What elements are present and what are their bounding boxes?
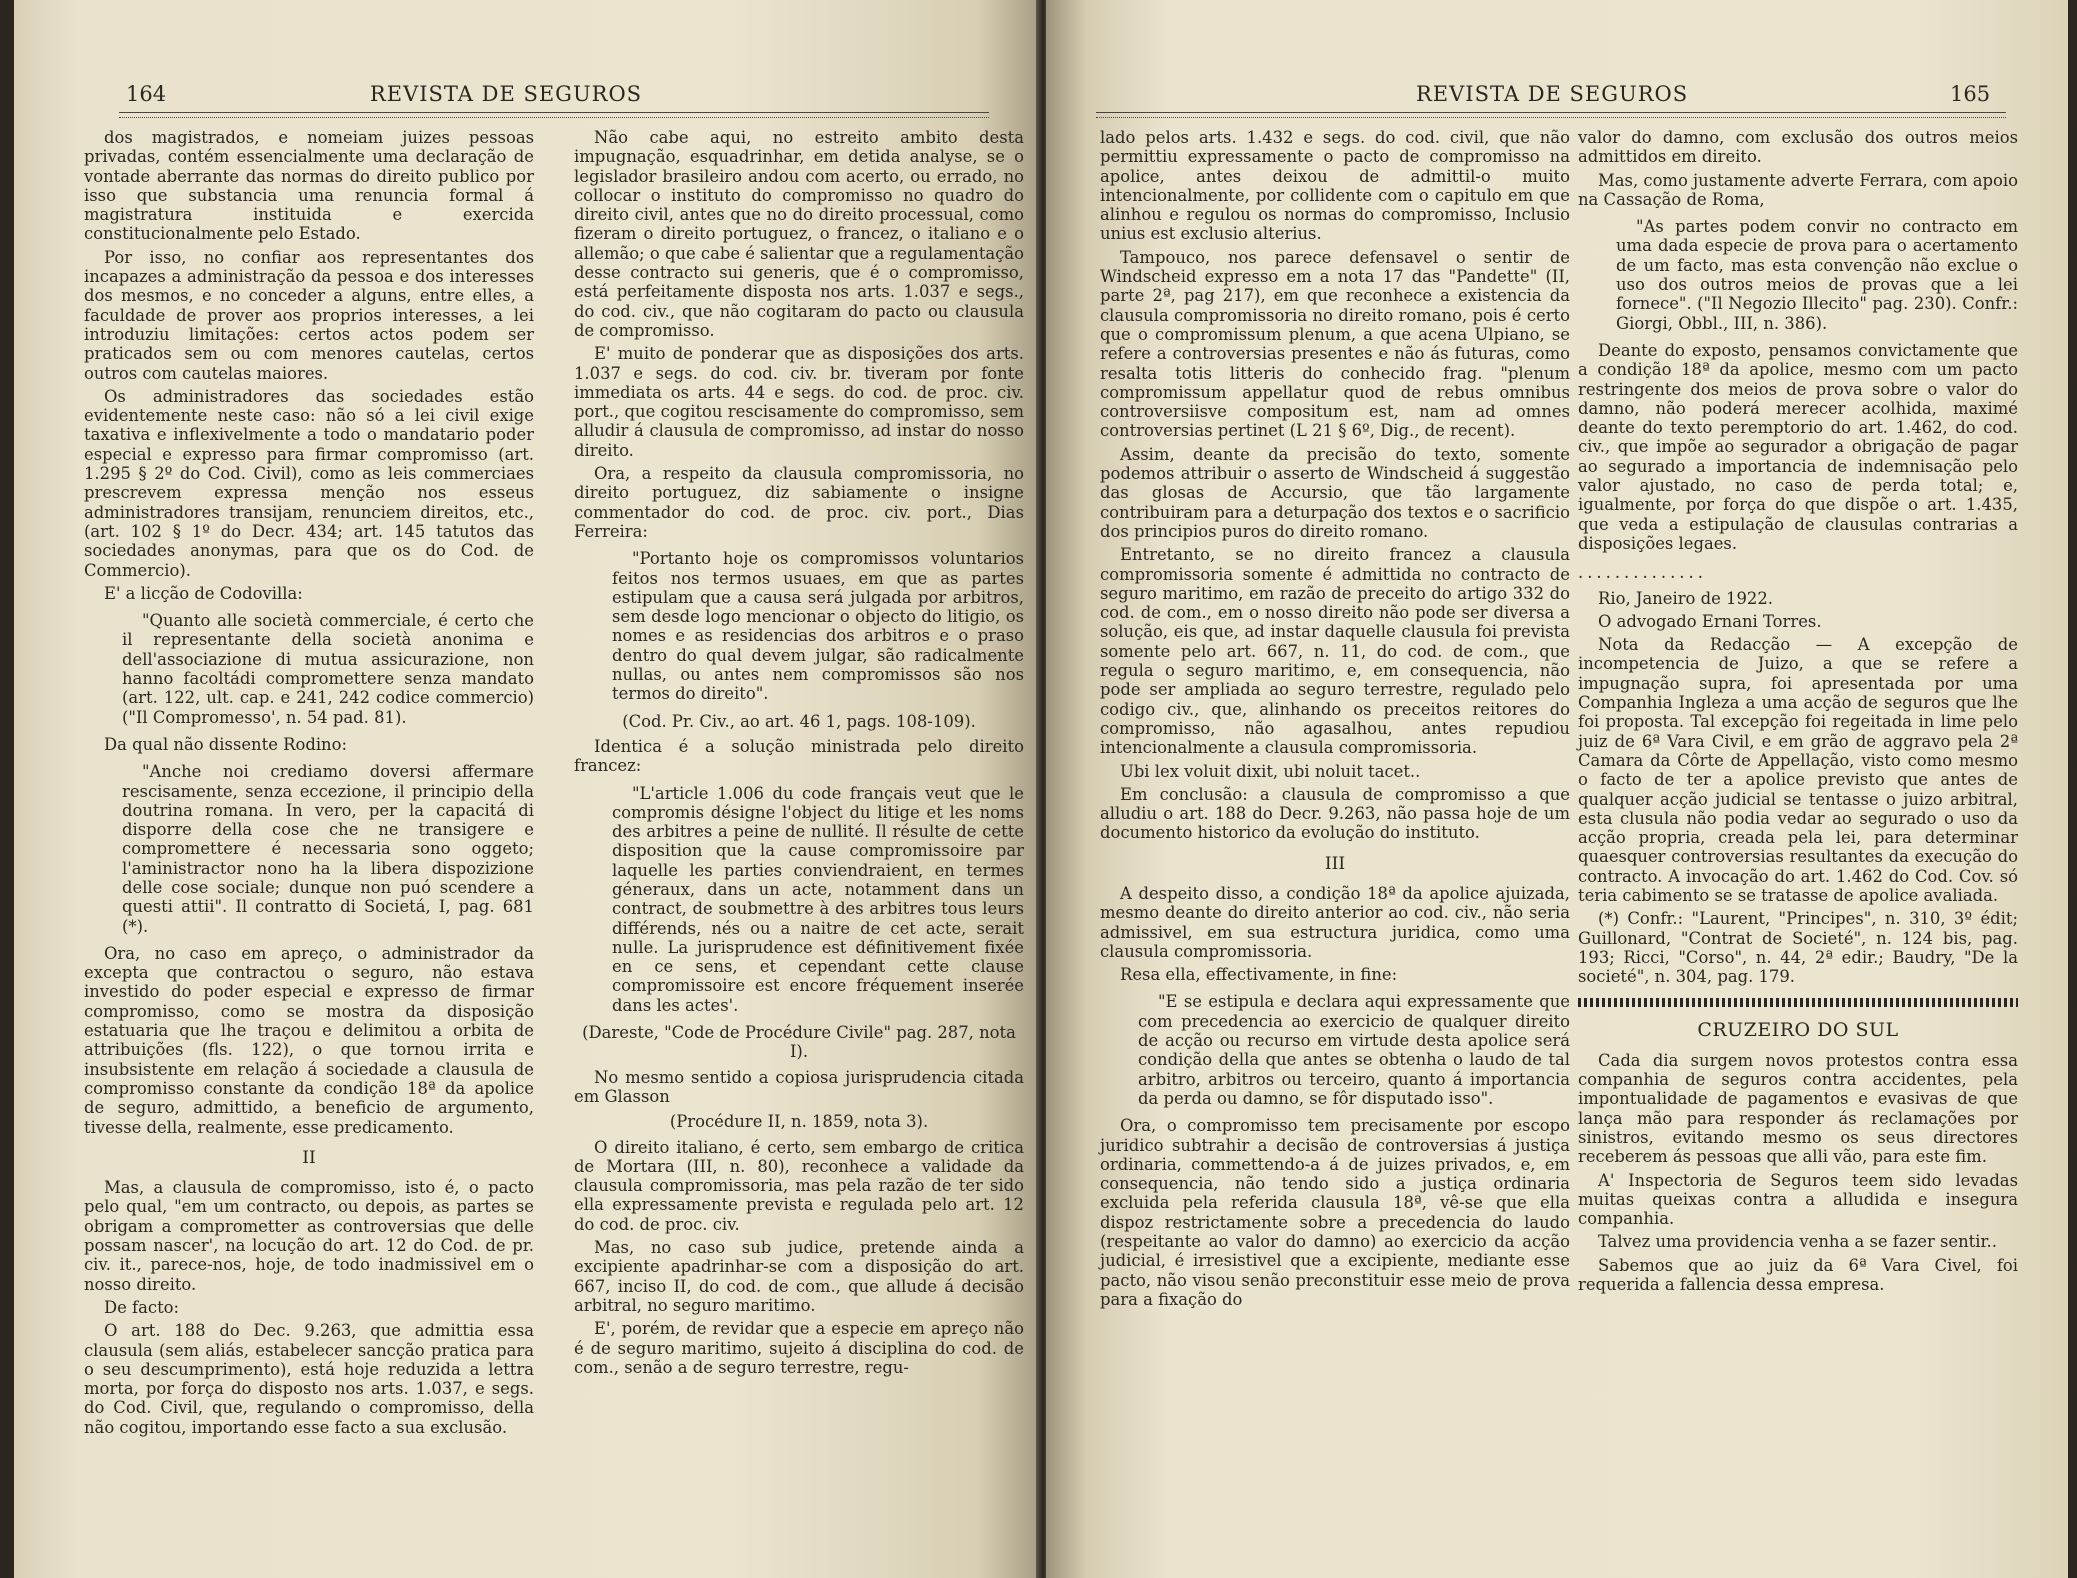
paragraph: E' muito de ponderar que as disposições dos arts. 1.037 e segs. do cod. civ. br. tiveram por fonte immediata os arts. 44 e segs. do cod. de proc. civ. port., que cogitou rescisamente do compromisso, sem alludir á clausula de compromisso, ad instar do nosso direito. (574, 344, 1024, 460)
paragraph: De facto: (104, 1297, 180, 1317)
block-quote: "Quanto alle società commerciale, é certo che il representante della società anonima e dell'associazione di mutua assicurazione, non hanno facoltádi compromettere senza mandato (art. 122, ult. cap. e 241, 242 codice commercio) ("Il Compromesso', n. 54 pad. 81). (122, 611, 534, 727)
block-quote: "L'article 1.006 du code français veut que le compromis désigne l'object du litige et les noms des arbitres a peine de nullité. Il résulte de cette disposition que la cause compromissoire par laquelle les parties conviendraient, en termes géneraux, dans un acte, notamment dans un contract, de soubmettre à des arbitres tous leurs différends, nés ou a naitre de cet acte, serait nulle. La jurisprudence est définitivement fixée en ce sens, et cependant cette clause compromissoire est encore fréquement inserée dans les actes'. (612, 783, 1024, 1015)
paragraph: E' a licção de Codovilla: (104, 583, 303, 603)
paragraph: Rio, Janeiro de 1922. (1598, 588, 1773, 608)
paragraph: (*) Confr.: "Laurent, "Principes", n. 310, 3º édit; Guillonard, "Contrat de Societé", n. 124 bis, pag. 193; Ricci, "Corso", n. 44, 2ª edir.; Baudry, "De la societé", n. 304, pag. 179. (1578, 909, 2018, 987)
paragraph: Nota da Redacção — A excepção de incompetencia de Juizo, a que se refere a impugnação supra, foi apresentada por uma Companhia Ingleza a uma acção de seguros que lhe foi proposta. Tal excepção foi regeitada in lime pelo juiz de 6ª Vara Civil, e em grão de aggravo pela 2ª Camara da Côrte de Appellação, visto como mesmo o facto de ter a apolice previsto que antes de qualquer acção judicial se tentasse o juizo arbitral, esta clusula não podia vedar ao segurado o uso da acção propria, creada pela lei, para determinar quaesquer controversias resultantes da execução do contracto. A invocação do art. 1.462 do Cod. Cov. só teria cabimento se se tratasse de apolice avaliada. (1578, 635, 2018, 905)
paragraph: Não cabe aqui, no estreito ambito desta impugnação, esquadrinhar, em detida analyse, se o legislador brasileiro andou com acerto, ou errado, no collocar o instituto do compromisso no quadro do direito civil, antes que no do direito processual, como fizeram o direito portuguez, o francez, o italiano e o allemão; o que cabe é salientar que a regulamentação desse contracto sui generis, que é o compromisso, está perfeitamente disposta nos arts. 1.037 e segs., do cod. civ., que não cogitaram do pacto ou clausula de compromisso. (574, 128, 1025, 340)
paragraph: A' Inspectoria de Seguros teem sido levadas muitas queixas contra a alludida e insegura companhia. (1578, 1170, 2018, 1229)
section-heading: II (302, 1147, 316, 1168)
paragraph: Mas, no caso sub judice, pretende ainda a excipiente apadrinhar-se com a disposição do art. 667, inciso II, do cod. de com., que allude á decisão arbitral, no seguro maritimo. (574, 1238, 1024, 1315)
citation: (Procédure II, n. 1859, nota 3). (669, 1112, 929, 1132)
block-quote: "As partes podem convir no contracto em uma dada especie de prova para o acertamento de um facto, mas esta convenção não exclue o uso dos outros meios de provas que a lei fornece". ("Il Negozio Illecito" pag. 230). Confr.: Giorgi, Obbl., III, n. 386). (1616, 217, 2018, 333)
paragraph: valor do damno, com exclusão dos outros meios admittidos em direito. (1578, 128, 2018, 167)
left-column-1 (84, 128, 534, 1441)
right-column-1 (1100, 128, 1570, 1313)
ornamental-separator (1578, 998, 2018, 1007)
paragraph: O art. 188 do Dec. 9.263, que admittia essa clausula (sem aliás, estabelecer sancção pratica para o seu descumprimento), está hoje reduzida a lettra morta, por força do disposto nos arts. 1.037, e segs. do Cod. Civil, que, regulando o compromisso, della não cogitou, importando esse facto a sua exclusão. (84, 1321, 534, 1437)
right-page (1046, 0, 2068, 1578)
paragraph: Tampouco, nos parece defensavel o sentir de Windscheid expresso em a nota 17 das "Pandette" (II, parte 2ª, pag 217), em que reconhece a existencia da clausula compromissoria no direito romano, pois é certo que o compromissum plenum, a que acena Ulpiano, se refere a controversias presentes e não ás futuras, como resalta totis litteris do conhecido frag. "plenum compromissum appellatur quod de rebus omnibus controversiisve compositum est, nam ad omnes controversias pertinet (L 21 § 6º, Dig., de recent). (1100, 247, 1570, 441)
paragraph: dos magistrados, e nomeiam juizes pessoas privadas, contém essencialmente uma declaração de vontade aberrante das normas do direito publico por isso que substancia uma renuncia formal á magistratura instituida e exercida constitucionalmente pelo Estado. (84, 128, 534, 244)
right-header-rule (1096, 112, 2006, 118)
paragraph: Os administradores das sociedades estão evidentemente neste caso: não só a lei civil exige taxativa e inflexivelmente a todo o mandatario poder especial e expresso para firmar compromisso (art. 1.295 § 2º do Cod. Civil), como as leis commerciaes prescrevem expressa menção nos esseus administradores transijam, renunciem direitos, etc., (art. 102 § 1º do Decr. 434; art. 145 tatutos das sociedades anonymas, para que os do Cod. de Commercio). (84, 386, 534, 580)
left-page (14, 0, 1038, 1578)
paragraph: Entretanto, se no direito francez a clausula compromissoria somente é admittida no contracto de seguro maritimo, em razão de preceito do artigo 332 do cod. de com., em o nosso direito não pode ser diversa a solução, eis que, ad instar daquelle clausula foi prevista somente pelo art. 667, n. 11, do cod. de com., que regula o seguro maritimo, e, em consequencia, não pode ser ampliada ao seguro terrestre, regulado pelo codigo civ., que, alinhando os preceitos reitores do compromisso, não agasalhou, antes repudiou intencionalmente a clausula compromissoria. (1100, 545, 1570, 758)
paragraph: Talvez uma providencia venha a se fazer sentir.. (1598, 1232, 1997, 1252)
paragraph: Ora, o compromisso tem precisamente por escopo juridico subtrahir a decisão de controversias á justiça ordinaria, commettendo-a á de juizes privados, e, em consequencia, não tendo sido a justiça ordinaria excluida pela referida clausula 18ª, vê-se que ella dispoz restrictamente sobre a precedencia do laudo (respeitante ao valor do damno) ao exercicio da acção judicial, é irresistivel que a excipiente, mediante esse pacto, não visou senão preconstituir esse meio de prova para a fixação do (1100, 1116, 1570, 1309)
paragraph: O advogado Ernani Torres. (1598, 611, 1822, 631)
citation: (Cod. Pr. Civ., ao art. 46 1, pags. 108-109). (622, 711, 976, 731)
left-column-2 (574, 128, 1024, 1381)
paragraph: Mas, como justamente adverte Ferrara, com apoio na Cassação de Roma, (1578, 170, 2019, 209)
paragraph: Ubi lex voluit dixit, ubi noluit tacet.. (1120, 761, 1421, 781)
paragraph: A despeito disso, a condição 18ª da apolice ajuizada, mesmo deante do direito anterior ao cod. civ., não seria admissivel, em sua estructura juridica, como uma clausula compromissoria. (1100, 883, 1570, 961)
paragraph: Mas, a clausula de compromisso, isto é, o pacto pelo qual, "em um contracto, ou depois, as partes se obrigam a comprometter as controversias que delle possam nascer', na locução do art. 12 do Cod. de pr. civ. it., parece-nos, hoje, de todo inadmissivel em o nosso direito. (84, 1178, 534, 1294)
block-quote: "Anche noi crediamo doversi affermare rescisamente, senza eccezione, il principio della doutrina romana. In vero, per la capacitá di disporre della cose che ne transigere e compromettere é necessaria sono oggeto; l'aministractor nono ha la libera dispozizione delle cose sociale; dunque non puó scendere a questi attii". Il contratto di Societá, I, pag. 681 (*). (122, 762, 534, 936)
left-running-header: REVISTA DE SEGUROS (369, 82, 643, 106)
right-running-header: REVISTA DE SEGUROS (1416, 82, 1689, 106)
paragraph: Por isso, no confiar aos representantes dos incapazes a administração da pessoa e dos interesses dos mesmos, e no conceder a alguns, entre elles, a faculdade de prover aos proprios interesses, a lei introduziu limitações: certos actos podem ser praticados sem ou com menores cautelas, certos outros com cautelas maiores. (84, 247, 534, 383)
ellipsis-line: .............. (1578, 563, 1707, 583)
paragraph: Assim, deante da precisão do texto, somente podemos attribuir o asserto de Windscheid á suggestão das glosas de Accursio, que tão largamente contribuiram para a deturpação dos textos e o sacrificio dos principios puros do direito romano. (1100, 444, 1570, 541)
paragraph: Sabemos que ao juiz da 6ª Vara Civel, foi requerida a fallencia dessa empresa. (1578, 1255, 2018, 1295)
right-column-2 (1578, 128, 2018, 1298)
paragraph: Ora, a respeito da clausula compromissoria, no direito portuguez, diz sabiamente o insigne commentador do cod. de proc. civ. port., Dias Ferreira: (574, 464, 1024, 541)
block-quote: "E se estipula e declara aqui expressamente que com precedencia ao exercicio de qualquer direito de acção ou recurso em virtude desta apolice será condição della que antes se obtenha o laudo de tal arbitro, arbitros ou terceiro, quanto á importancia da perda ou damno, se fôr disputado isso". (1138, 992, 1570, 1108)
paragraph: lado pelos arts. 1.432 e segs. do cod. civil, que não permittiu expressamente o pacto de compromisso na apolice, antes deixou de admittil-o muito intencionalmente, por collidente com o capitulo em que alinhou e regulou os normas do compromisso, Inclusio unius est exclusio alterius. (1100, 128, 1570, 244)
paragraph: Deante do exposto, pensamos convictamente que a condição 18ª da apolice, mesmo com um pacto restringente dos meios de prova sobre o valor do damno, não poderá merecer acolhida, maximé deante do texto peremptorio do art. 1.462, do cod. civ., que impõe ao segurador a obrigação de pagar ao segurado a importancia de indemnisação pelo valor ajustado, no caso de perda total; e, igualmente, por força do que dispõe o art. 1.435, que veda a estipulação de clausulas contrarias a disposições legaes. (1578, 340, 2018, 553)
paragraph: Cada dia surgem novos protestos contra essa companhia de seguros contra accidentes, pela impontualidade de pagamentos e evasivas de que lança mão para responder ás reclamações por sinistros, evitando mesmo os seus directores receberem ás pessoas que alli vão, para este fim. (1578, 1050, 2018, 1167)
paragraph: Da qual não dissente Rodino: (104, 734, 348, 754)
left-page-number: 164 (126, 82, 167, 106)
paragraph: O direito italiano, é certo, sem embargo de critica de Mortara (III, n. 80), reconhece a validade da clausula compromissoria, mas pela razão de ter sido ella expressamente prevista e regulada pelo art. 12 do cod. de proc. civ. (574, 1137, 1024, 1234)
left-header-rule (119, 112, 989, 118)
article-title: CRUZEIRO DO SUL (1697, 1019, 1899, 1042)
block-quote: "Portanto hoje os compromissos voluntarios feitos nos termos usuaes, em que as partes estipulam que a causa será julgada por arbitros, sem desde logo mencionar o objecto do litigio, os nomes e as residencias dos arbitros e o praso dentro do qual devem julgar, são radicalmente nullas, ou antes nem compromissos são nos termos do direito". (612, 549, 1024, 704)
paragraph: Em conclusão: a clausula de compromisso a que alludiu o art. 188 do Decr. 9.263, não passa hoje de um documento historico da evolução do instituto. (1100, 784, 1570, 843)
paragraph: Resa ella, effectivamente, in fine: (1120, 965, 1398, 985)
paragraph: E', porém, de revidar que a especie em apreço não é de seguro maritimo, sujeito á disciplina do cod. de com., senão a de seguro terrestre, regu- (574, 1319, 1024, 1377)
right-page-number: 165 (1950, 82, 1991, 106)
citation: (Dareste, "Code de Procédure Civile" pag. 287, nota I). (582, 1023, 1016, 1062)
paragraph: Identica é a solução ministrada pelo direito francez: (574, 736, 1024, 776)
paragraph: No mesmo sentido a copiosa jurisprudencia citada em Glasson (574, 1067, 1024, 1106)
paragraph: Ora, no caso em apreço, o administrador da excepta que contractou o seguro, não estava investido do poder especial e expresso de firmar compromisso, como se mostra da disposição estatuaria que lhe traçou e delimitou a orbita de attribuições (fls. 122), o que tornou irrita e insubsistente em relação á sociedade a clausula de compromisso constante da condição 18ª da apolice de seguro, admittido, a beneficio de argumento, tivesse della, realmente, esse predicamento. (84, 943, 534, 1137)
section-heading: III (1324, 853, 1346, 874)
